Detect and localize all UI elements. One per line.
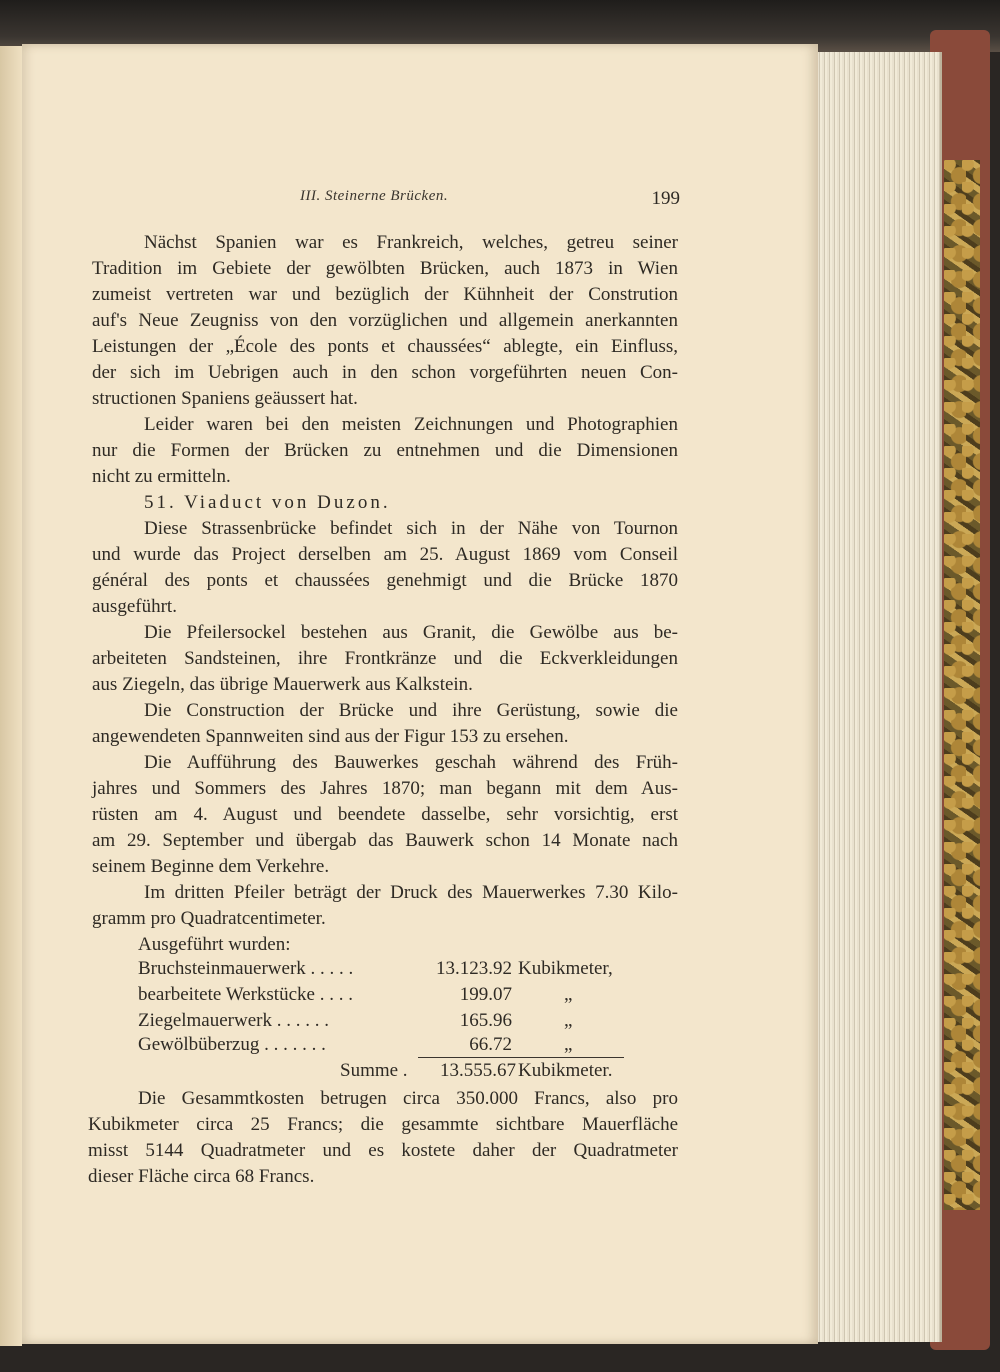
text-line: Die Construction der Brücke und ihre Gerüstung, sowie die bbox=[144, 700, 678, 721]
volume-label: bearbeitete Werkstücke . . . . bbox=[138, 984, 353, 1005]
facing-page-edge bbox=[0, 46, 22, 1346]
text-line: jahres und Sommers des Jahres 1870; man begann mit dem Aus- bbox=[92, 778, 678, 799]
text-line: gramm pro Quadratcentimeter. bbox=[92, 908, 326, 929]
text-line: Die Aufführung des Bauwerkes geschah während des Früh- bbox=[144, 752, 678, 773]
volume-row bbox=[138, 1010, 624, 1036]
text-line: aus Ziegeln, das übrige Mauerwerk aus Kalkstein. bbox=[92, 674, 473, 695]
volume-label: Bruchsteinmauerwerk . . . . . bbox=[138, 958, 354, 979]
volume-unit: Kubikmeter, bbox=[518, 958, 613, 979]
volume-label: Ziegelmauerwerk . . . . . . bbox=[138, 1010, 329, 1031]
text-line: Leistungen der „École des ponts et chaussées“ ablegte, ein Einfluss, bbox=[92, 336, 678, 357]
volume-row bbox=[138, 984, 624, 1010]
text-line: seinem Beginne dem Verkehre. bbox=[92, 856, 330, 877]
running-title: III. Steinerne Brücken. bbox=[300, 188, 449, 204]
text-line: structionen Spaniens geäussert hat. bbox=[92, 388, 358, 409]
text-line: Im dritten Pfeiler beträgt der Druck des Mauerwerkes 7.30 Kilo- bbox=[144, 882, 678, 903]
text-line: am 29. September und übergab das Bauwerk schon 14 Monate nach bbox=[92, 830, 678, 851]
text-line: arbeiteten Sandsteinen, ihre Frontkränze und die Eckverkleidungen bbox=[92, 648, 678, 669]
volume-value: 199.07 bbox=[459, 984, 512, 1005]
text-line: Tradition im Gebiete der gewölbten Brücken, auch 1873 in Wien bbox=[92, 258, 678, 279]
text-line: Kubikmeter circa 25 Francs; die gesammte sichtbare Mauerfläche bbox=[88, 1114, 678, 1135]
section-heading: 51. Viaduct von Duzon. bbox=[144, 492, 391, 513]
text-line: Diese Strassenbrücke befindet sich in der Nähe von Tournon bbox=[144, 518, 678, 539]
text-line: Die Pfeilersockel bestehen aus Granit, die Gewölbe aus be- bbox=[144, 622, 678, 643]
text-line: der sich im Uebrigen auch in den schon vorgeführten neuen Con- bbox=[92, 362, 678, 383]
total-value: 13.555.67 bbox=[440, 1060, 516, 1081]
text-line: nicht zu ermitteln. bbox=[92, 466, 231, 487]
volume-value: 13.123.92 bbox=[436, 958, 512, 979]
text-line: nur die Formen der Brücken zu entnehmen und die Dimensionen bbox=[92, 440, 678, 461]
text-line: Nächst Spanien war es Frankreich, welches, getreu seiner bbox=[144, 232, 678, 253]
text-line: auf's Neue Zeugniss von den vorzüglichen und allgemein anerkannten bbox=[92, 310, 678, 331]
volume-label: Gewölbüberzug . . . . . . . bbox=[138, 1034, 326, 1055]
text-line: Leider waren bei den meisten Zeichnungen und Photographien bbox=[144, 414, 678, 435]
volume-unit: „ bbox=[564, 1010, 573, 1031]
text-line: zumeist vertreten war und bezüglich der Kühnheit der Constrution bbox=[92, 284, 678, 305]
text-line: général des ponts et chaussées genehmigt und die Brücke 1870 bbox=[92, 570, 678, 591]
volume-unit: „ bbox=[564, 984, 573, 1005]
total-unit: Kubikmeter. bbox=[518, 1060, 613, 1081]
text-line: misst 5144 Quadratmeter und es kostete daher der Quadratmeter bbox=[88, 1140, 678, 1161]
text-line: angewendeten Spannweiten sind aus der Figur 153 zu ersehen. bbox=[92, 726, 569, 747]
volume-row bbox=[138, 958, 624, 984]
text-line: Ausgeführt wurden: bbox=[138, 934, 291, 955]
page-edges bbox=[812, 52, 942, 1342]
running-header bbox=[300, 188, 680, 212]
text-line: und wurde das Project derselben am 25. August 1869 vom Conseil bbox=[92, 544, 678, 565]
text-line: ausgeführt. bbox=[92, 596, 177, 617]
volume-value: 66.72 bbox=[469, 1034, 512, 1055]
volume-unit: „ bbox=[564, 1034, 573, 1055]
marbled-edge bbox=[944, 160, 980, 1210]
text-line: dieser Fläche circa 68 Francs. bbox=[88, 1166, 315, 1187]
volume-value: 165.96 bbox=[459, 1010, 512, 1031]
total-label: Summe . bbox=[340, 1060, 408, 1081]
page-number: 199 bbox=[651, 188, 680, 209]
total-row bbox=[340, 1060, 630, 1086]
text-line: Die Gesammtkosten betrugen circa 350.000 Francs, also pro bbox=[138, 1088, 678, 1109]
text-line: rüsten am 4. August und beendete dasselbe, sehr vorsichtig, erst bbox=[92, 804, 678, 825]
sum-rule bbox=[418, 1057, 624, 1058]
